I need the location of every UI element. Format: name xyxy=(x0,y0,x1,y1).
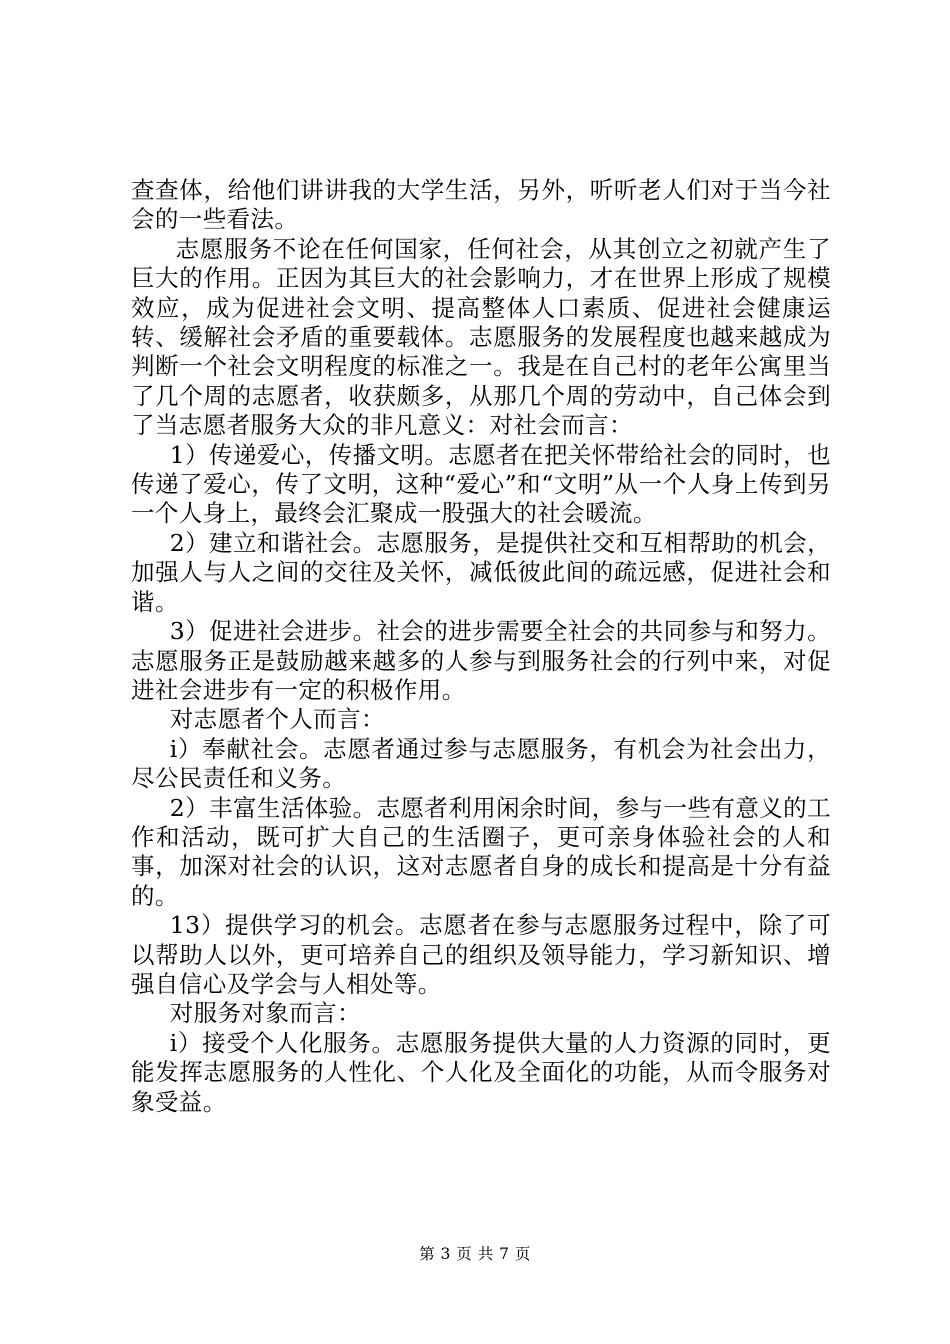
paragraph-volunteer-point-3: 13）提供学习的机会。志愿者在参与志愿服务过程中，除了可以帮助人以外，更可培养自己的组织及领导能力，学习新知识、增强自信心及学会与人相处等。 xyxy=(131,911,831,998)
paragraph-recipient-point-1: i）接受个人化服务。志愿服务提供大量的人力资源的同时，更能发挥志愿服务的人性化、个人化及全面化的功能，从而令服务对象受益。 xyxy=(131,1028,831,1116)
document-body xyxy=(131,176,831,1117)
page-number-footer: 第 3 页 共 7 页 xyxy=(419,1245,531,1263)
paragraph-intro: 志愿服务不论在任何国家，任何社会，从其创立之初就产生了巨大的作用。正因为其巨大的社会影响力，才在世界上形成了规模效应，成为促进社会文明、提高整体人口素质、促进社会健康运转、缓解社会矛盾的重要载体。志愿服务的发展程度也越来越成为判断一个社会文明程度的标准之一。我是在自己村的老年公寓里当了几个周的志愿者，收获颇多，从那几个周的劳动中，自己体会到了当志愿者服务大众的非凡意义：对社会而言： xyxy=(131,234,831,440)
paragraph-society-point-3: 3）促进社会进步。社会的进步需要全社会的共同参与和努力。志愿服务正是鼓励越来越多的人参与到服务社会的行列中来，对促进社会进步有一定的积极作用。 xyxy=(131,617,831,704)
paragraph-society-point-1: 1）传递爱心，传播文明。志愿者在把关怀带给社会的同时，也传递了爱心，传了文明，这种“爱心”和“文明”从一个人身上传到另一个人身上，最终会汇聚成一股强大的社会暖流。 xyxy=(131,440,831,528)
paragraph-volunteer-point-2: 2）丰富生活体验。志愿者利用闲余时间，参与一些有意义的工作和活动，既可扩大自己的生活圈子，更可亲身体验社会的人和事，加深对社会的认识，这对志愿者自身的成长和提高是十分有益的。 xyxy=(131,793,831,910)
paragraph-society-point-2: 2）建立和谐社会。志愿服务，是提供社交和互相帮助的机会，加强人与人之间的交往及关怀，减低彼此间的疏远感，促进社会和谐。 xyxy=(131,528,831,616)
paragraph-volunteer-point-1: i）奉献社会。志愿者通过参与志愿服务，有机会为社会出力，尽公民责任和义务。 xyxy=(131,734,831,793)
heading-volunteer-individual: 对志愿者个人而言： xyxy=(169,705,385,734)
heading-service-recipients: 对服务对象而言： xyxy=(169,999,361,1028)
paragraph-continuation: 查查体，给他们讲讲我的大学生活，另外，听听老人们对于当今社会的一些看法。 xyxy=(131,176,831,234)
